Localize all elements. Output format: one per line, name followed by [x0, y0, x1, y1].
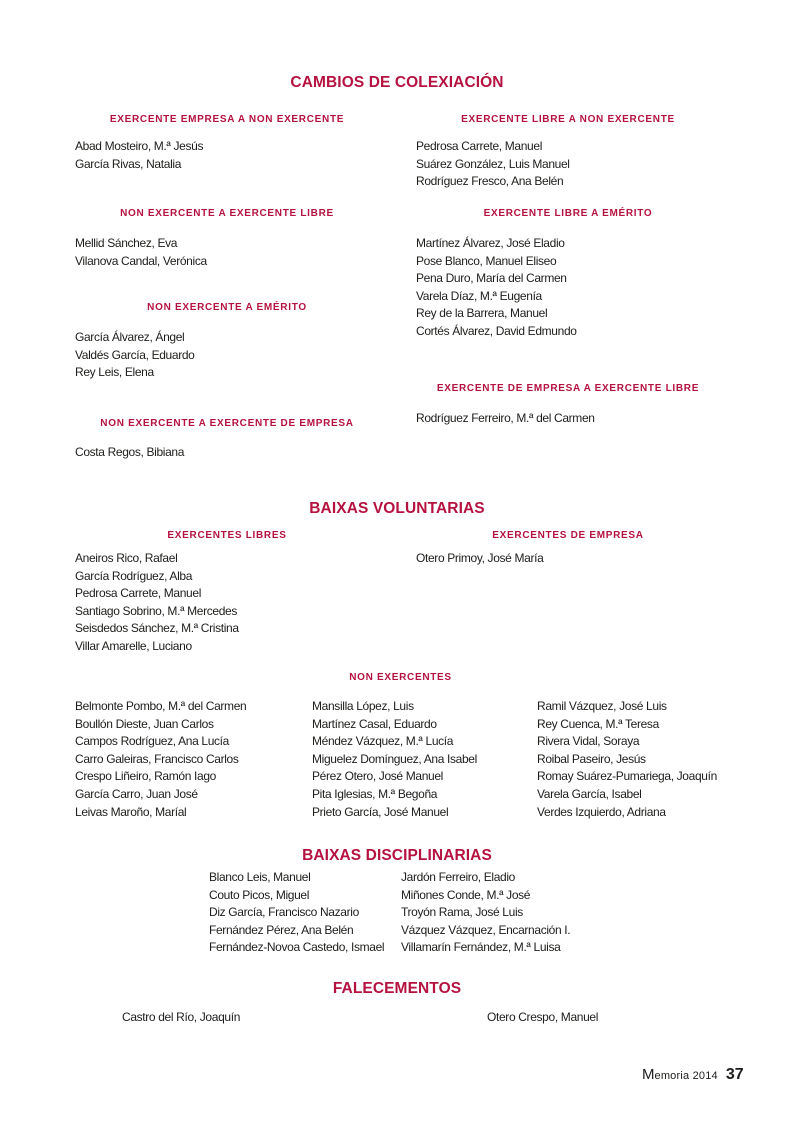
list-item: Rey Cuenca, M.ª Teresa [537, 716, 659, 731]
list-baixas-disciplinarias-col1 [209, 869, 384, 957]
footer-memoria-initial: M [642, 1066, 655, 1083]
list-item: Jardón Ferreiro, Eladio [401, 870, 516, 884]
list-item: Rivera Vidal, Soraya [537, 734, 640, 749]
list-item: Carro Galeiras, Francisco Carlos [75, 751, 239, 766]
list-item: Castro del Río, Joaquín [122, 1010, 241, 1024]
list-item: Suárez González, Luis Manuel [416, 156, 570, 171]
list-item: Pedrosa Carrete, Manuel [416, 139, 543, 153]
list-exercentes-libres [75, 550, 239, 656]
heading-exercentes-empresa: EXERCENTES DE EMPRESA [492, 530, 644, 541]
list-item: Verdes Izquierdo, Adriana [537, 804, 666, 819]
list-item: Troyón Rama, José Luis [401, 905, 523, 920]
list-item: Martínez Casal, Eduardo [312, 716, 437, 731]
list-item: Couto Picos, Miguel [209, 887, 310, 902]
list-item: Villamarín Fernández, M.ª Luisa [401, 940, 561, 955]
list-item: Otero Primoy, José María [416, 551, 544, 565]
list-item: Miguelez Domínguez, Ana Isabel [312, 751, 477, 766]
list-item: Campos Rodríguez, Ana Lucía [75, 734, 229, 749]
list-emp-non [75, 138, 203, 173]
section-title-baixas-disciplinarias: BAIXAS DISCIPLINARIAS [302, 847, 492, 864]
list-emp-libre [416, 410, 595, 428]
list-item: Varela Díaz, M.ª Eugenía [416, 288, 542, 303]
list-item: Aneiros Rico, Rafael [75, 551, 178, 565]
section-title-cambios: CAMBIOS DE COLEXIACIÓN [290, 74, 504, 91]
list-item: Crespo Liñeiro, Ramón Iago [75, 769, 216, 784]
list-item: Varela García, Isabel [537, 786, 642, 801]
list-item: Leivas Maroño, Maríal [75, 804, 187, 819]
list-item: Seisdedos Sánchez, M.ª Cristina [75, 621, 239, 636]
list-item: Blanco Leis, Manuel [209, 870, 311, 884]
heading-emp-non: EXERCENTE EMPRESA A NON EXERCENTE [109, 114, 345, 125]
list-item: Cortés Álvarez, David Edmundo [416, 323, 577, 338]
list-libre-emerito [416, 235, 577, 341]
list-item: Otero Crespo, Manuel [487, 1010, 599, 1024]
list-item: Vázquez Vázquez, Encarnación I. [401, 922, 571, 937]
list-non-emerito [75, 329, 194, 382]
page-footer [642, 1066, 744, 1084]
list-exercentes-empresa [416, 550, 543, 568]
heading-emp-libre: EXERCENTE DE EMPRESA A EXERCENTE LIBRE [436, 383, 700, 394]
list-item: García Rodríguez, Alba [75, 568, 193, 583]
list-item: Fernández-Novoa Castedo, Ismael [209, 940, 385, 955]
section-title-falecementos: FALECEMENTOS [332, 980, 462, 997]
list-item: García Álvarez, Ángel [75, 330, 185, 344]
list-non-emp [75, 444, 184, 462]
list-item: Pérez Otero, José Manuel [312, 769, 444, 784]
page-number: 37 [725, 1066, 744, 1083]
list-item: Romay Suárez-Pumariega, Joaquín [537, 769, 717, 784]
list-item: Belmonte Pombo, M.ª del Carmen [75, 699, 247, 713]
list-non-exercentes-col2 [312, 698, 477, 821]
list-item: Valdés García, Eduardo [75, 347, 195, 362]
list-item: Pedrosa Carrete, Manuel [75, 586, 202, 601]
list-item: Abad Mosteiro, M.ª Jesús [75, 139, 204, 153]
list-item: García Rivas, Natalia [75, 156, 182, 171]
list-item: Villar Amarelle, Luciano [75, 638, 192, 653]
list-baixas-disciplinarias-col2 [401, 869, 570, 957]
list-item: Vilanova Candal, Verónica [75, 253, 207, 268]
list-item: Prieto García, José Manuel [312, 804, 449, 819]
list-item: Rey Leis, Elena [75, 365, 154, 380]
list-non-exercentes-col1 [75, 698, 246, 821]
list-libre-non [416, 138, 570, 191]
list-item: Rodríguez Ferreiro, M.ª del Carmen [416, 411, 595, 425]
list-item: Costa Regos, Bibiana [75, 445, 185, 459]
list-item: Pena Duro, María del Carmen [416, 271, 567, 286]
list-item: García Carro, Juan José [75, 786, 198, 801]
section-title-baixas-voluntarias: BAIXAS VOLUNTARIAS [309, 500, 485, 517]
list-item: Diz García, Francisco Nazario [209, 905, 359, 920]
list-item: Mellid Sánchez, Eva [75, 236, 178, 250]
heading-non-libre: NON EXERCENTE A EXERCENTE LIBRE [120, 208, 334, 219]
list-item: Méndez Vázquez, M.ª Lucía [312, 734, 454, 749]
list-non-exercentes-col3 [537, 698, 717, 821]
heading-non-emerito: NON EXERCENTE A EMÉRITO [147, 302, 307, 313]
list-item: Pose Blanco, Manuel Eliseo [416, 253, 557, 268]
list-item: Mansilla López, Luis [312, 699, 414, 713]
falecementos-name-2 [487, 1009, 598, 1027]
footer-memoria-label: emoria 2014 [654, 1070, 718, 1082]
list-item: Rey de la Barrera, Manuel [416, 306, 548, 321]
list-item: Roibal Paseiro, Jesús [537, 751, 646, 766]
heading-non-exercentes: NON EXERCENTES [349, 672, 452, 683]
falecementos-name-1 [122, 1009, 240, 1027]
list-item: Ramil Vázquez, José Luis [537, 699, 667, 713]
list-item: Miñones Conde, M.ª José [401, 887, 531, 902]
list-item: Santiago Sobrino, M.ª Mercedes [75, 603, 238, 618]
list-item: Boullón Dieste, Juan Carlos [75, 716, 214, 731]
list-item: Fernández Pérez, Ana Belén [209, 922, 354, 937]
heading-libre-non: EXERCENTE LIBRE A NON EXERCENTE [461, 114, 675, 125]
list-item: Pita Iglesias, M.ª Begoña [312, 786, 438, 801]
heading-libre-emerito: EXERCENTE LIBRE A EMÉRITO [483, 208, 653, 219]
list-item: Martínez Álvarez, José Eladio [416, 236, 565, 250]
list-item: Rodríguez Fresco, Ana Belén [416, 174, 564, 189]
heading-exercentes-libres: EXERCENTES LIBRES [167, 530, 287, 541]
heading-non-emp: NON EXERCENTE A EXERCENTE DE EMPRESA [100, 418, 354, 429]
list-non-libre [75, 235, 207, 270]
